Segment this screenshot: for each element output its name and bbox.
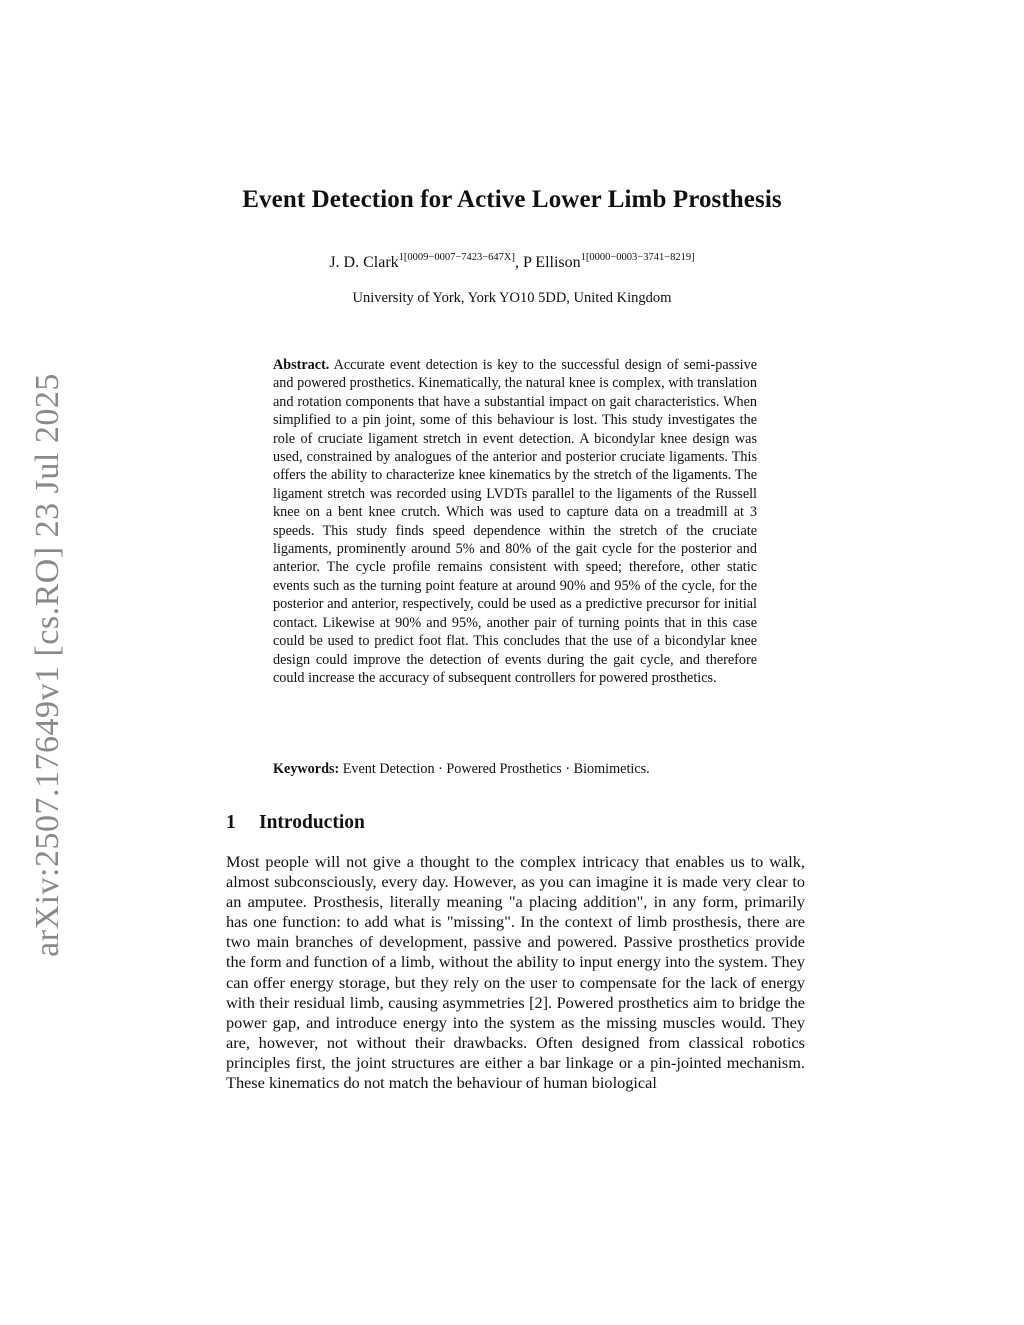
keywords-label: Keywords:: [273, 761, 340, 777]
author-orcid: 1[0009−0007−7423−647X]: [398, 252, 515, 263]
affiliation: University of York, York YO10 5DD, United Kingdom: [352, 290, 672, 306]
keywords-text: Event Detection · Powered Prosthetics · Biomimetics.: [342, 761, 650, 777]
abstract-text: Accurate event detection is key to the successful design of semi-passive and powered prosthetics. Kinematically, the natural knee is complex, with translation and rotation components that have a substantial impact on gait characteristics. When simplified to a pin joint, some of this behaviour is lost. This study investigates the role of cruciate ligament stretch in event detection. A bicondylar knee design was used, constrained by analogues of the anterior and posterior cruciate ligaments. This offers the ability to characterize knee kinematics by the stretch of the ligaments. The ligament stretch was recorded using LVDTs parallel to the ligaments of the Russell knee on a bent knee crutch. Which was used to capture data on a treadmill at 3 speeds. This study finds speed dependence within the stretch of the cruciate ligaments, prominently around 5% and 80% of the gait cycle for the posterior and anterior. The cycle profile remains consistent with speed; therefore, other static events such as the turning point feature at around 90% and 95% of the cycle, for the posterior and anterior, respectively, could be used as a predictive precursor for initial contact. Likewise at 90% and 95%, another pair of turning points that in this case could be used to predict foot flat. This concludes that the use of a bicondylar knee design could improve the detection of events during the gait cycle, and therefore could increase the accuracy of subsequent controllers for powered prosthetics.: [273, 357, 758, 686]
author-separator: ,: [515, 254, 523, 271]
keywords: [273, 760, 757, 778]
author-name: J. D. Clark: [329, 254, 399, 271]
author-name: P Ellison: [523, 254, 581, 271]
author-orcid: 1[0000−0003−3741−8219]: [580, 252, 695, 263]
abstract-label: Abstract.: [273, 357, 330, 373]
introduction-paragraph: Most people will not give a thought to the complex intricacy that enables us to walk, almost subconsciously, every day. However, as you can imagine it is made very clear to an amputee. Prosthesis, literally meaning "a placing addition", in any form, primarily has one function: to add what is "missing". In the context of limb prosthesis, there are two main branches of development, passive and powered. Passive prosthetics provide the form and function of a limb, without the ability to input energy into the system. They can offer energy storage, but they rely on the user to compensate for the lack of energy with their residual limb, causing asymmetries [2]. Powered prosthetics aim to bridge the power gap, and introduce energy into the system as the missing muscles would. They are, however, not without their drawbacks. Often designed from classical robotics principles first, the joint structures are either a bar linkage or a pin-jointed mechanism. These kinematics do not match the behaviour of human biological: [226, 852, 805, 1093]
section-number: 1: [226, 812, 236, 833]
author-list: [0, 252, 1024, 272]
section-title: Introduction: [259, 812, 365, 833]
section-heading: [226, 812, 365, 834]
abstract: [273, 356, 757, 687]
arxiv-identifier: arXiv:2507.17649v1 [cs.RO] 23 Jul 2025: [29, 373, 66, 957]
paper-title: Event Detection for Active Lower Limb Prosthesis: [242, 186, 782, 213]
